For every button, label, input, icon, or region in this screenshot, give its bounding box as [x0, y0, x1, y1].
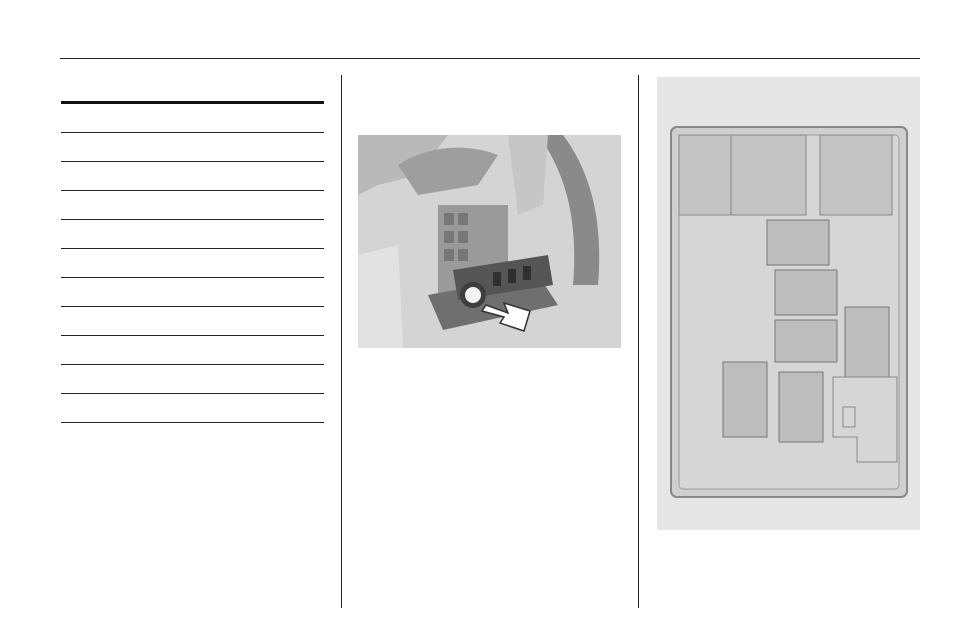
column-rule-left — [341, 75, 342, 608]
fuse-table — [61, 80, 324, 423]
dashboard-illustration — [358, 135, 621, 348]
dashboard-photo — [358, 135, 621, 348]
table-row — [61, 220, 324, 249]
fuse-table-header — [61, 80, 324, 104]
table-row — [61, 133, 324, 162]
table-row — [61, 249, 324, 278]
table-row — [61, 191, 324, 220]
table-row — [61, 104, 324, 133]
table-row — [61, 365, 324, 394]
header-rule — [60, 58, 920, 59]
table-row — [61, 394, 324, 423]
table-row — [61, 162, 324, 191]
table-row — [61, 278, 324, 307]
fuse-box-illustration — [657, 77, 920, 530]
column-rule-right — [638, 75, 639, 608]
fuse-box-diagram — [657, 77, 920, 530]
table-row — [61, 307, 324, 336]
table-row — [61, 336, 324, 365]
